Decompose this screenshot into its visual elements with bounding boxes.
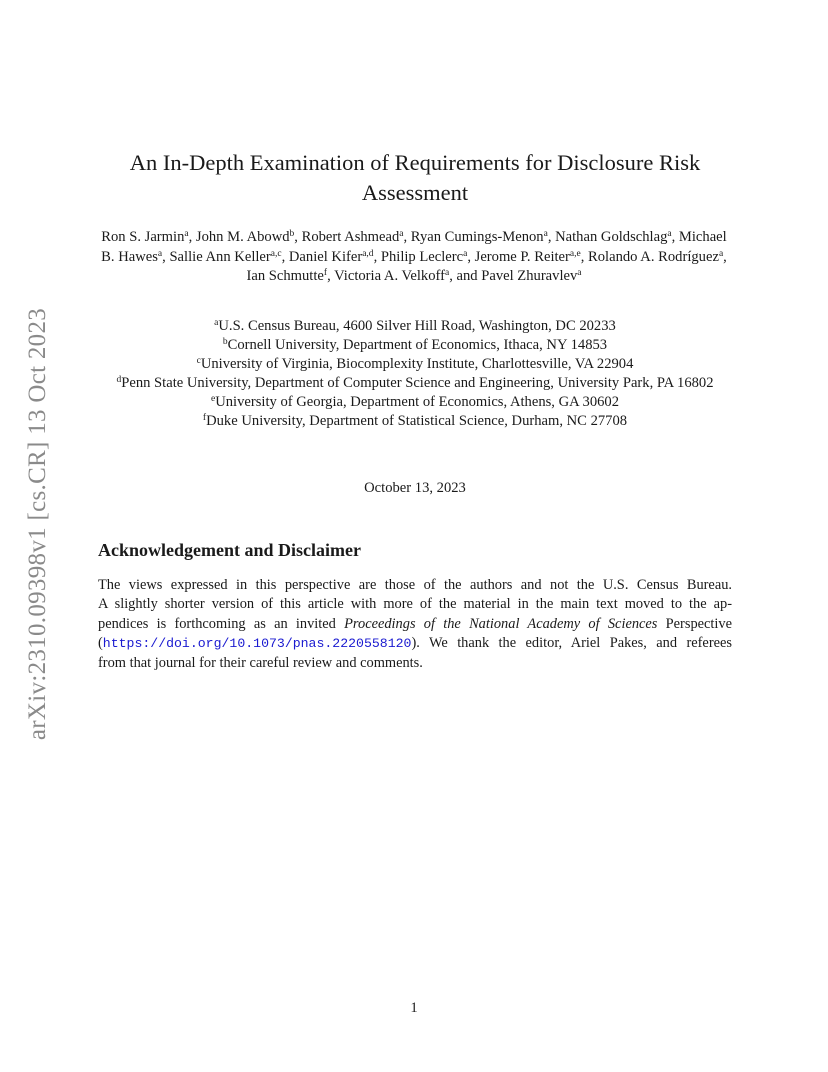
section-heading: Acknowledgement and Disclaimer xyxy=(98,540,361,560)
author xyxy=(411,229,548,245)
affiliation-text: University of Virginia, Biocomplexity Institute, Charlottesville, VA 22904 xyxy=(200,356,634,372)
author-name: Rolando A. Rodríguez xyxy=(588,248,719,265)
affiliation-mark: a xyxy=(157,248,163,259)
author-name: Philip Leclerc xyxy=(380,248,464,265)
author-name: Ian Schmutte xyxy=(246,268,324,284)
affiliation-mark: a xyxy=(399,229,404,239)
author xyxy=(588,249,723,265)
author-name: Daniel Kifer xyxy=(288,248,363,265)
affiliation-list xyxy=(100,317,730,431)
affiliation-mark: a xyxy=(577,268,582,278)
author xyxy=(289,249,374,265)
author-name: Jerome P. Reiter xyxy=(474,248,570,265)
text-run: pendices is forthcoming as an invited xyxy=(98,615,345,632)
affiliation-mark: b xyxy=(222,337,228,347)
paragraph-line: A slightly shorter version of this article with more of the material in the main text moved to the ap- xyxy=(98,596,732,613)
page-number: 1 xyxy=(410,1000,418,1016)
affiliation-mark: c xyxy=(196,356,201,366)
affiliation-mark: a xyxy=(718,248,724,259)
affiliation xyxy=(100,412,730,431)
author xyxy=(101,229,188,245)
acknowledgement-paragraph xyxy=(98,576,732,673)
doi-link[interactable]: https://doi.org/10.1073/pnas.2220558120 xyxy=(102,636,412,652)
affiliation xyxy=(100,393,730,412)
author xyxy=(334,268,449,284)
author xyxy=(481,268,581,284)
affiliation-text: Cornell University, Department of Economics, Ithaca, NY 14853 xyxy=(227,337,608,353)
publication-date: October 13, 2023 xyxy=(364,480,466,496)
affiliation xyxy=(100,374,730,393)
affiliation-mark: d xyxy=(116,375,122,385)
affiliation-mark: a xyxy=(214,318,219,328)
affiliation-mark: a xyxy=(463,248,468,259)
title-line: Assessment xyxy=(361,180,469,205)
author-name: John M. Abowd xyxy=(195,229,290,245)
author xyxy=(169,249,281,265)
author-name: Robert Ashmead xyxy=(301,229,400,245)
affiliation xyxy=(100,336,730,355)
affiliation-mark: f xyxy=(323,268,328,278)
paragraph-line xyxy=(98,615,732,634)
author xyxy=(196,229,294,245)
affiliation-mark: a,c xyxy=(270,248,282,259)
affiliation-mark: a xyxy=(184,229,189,239)
paragraph-line: from that journal for their careful review and comments. xyxy=(98,654,423,671)
affiliation-text: Duke University, Department of Statistical Science, Durham, NC 27708 xyxy=(206,413,628,429)
affiliation-mark: a xyxy=(444,268,450,278)
author xyxy=(555,229,671,245)
title-line: An In-Depth Examination of Requirements for Disclosure Risk xyxy=(129,150,701,175)
affiliation-text: U.S. Census Bureau, 4600 Silver Hill Road, Washington, DC 20233 xyxy=(218,318,616,334)
author xyxy=(381,249,467,265)
paragraph-line: The views expressed in this perspective are those of the authors and not the U.S. Census Bureau. xyxy=(98,577,732,593)
affiliation-mark: a xyxy=(543,229,548,239)
author xyxy=(246,268,327,284)
author-name: Michael B. Hawes xyxy=(101,229,727,265)
paper-title xyxy=(100,148,730,208)
author-name: Victoria A. Velkoff xyxy=(334,268,445,284)
text-run: Perspective xyxy=(657,615,732,632)
text-run: ( xyxy=(98,635,103,652)
affiliation-mark: a,d xyxy=(362,248,374,259)
affiliation xyxy=(100,355,730,374)
journal-name: Proceedings of the National Academy of Sciences xyxy=(344,615,658,632)
text-run: ). We thank the editor, Ariel Pakes, and referees xyxy=(411,635,732,652)
arxiv-stamp-text: arXiv:2310.09398v1 [cs.CR] 13 Oct 2023 xyxy=(24,307,51,741)
affiliation-mark: a xyxy=(667,229,672,239)
affiliation-mark: b xyxy=(289,229,295,239)
affiliation-text: Penn State University, Department of Computer Science and Engineering, University Park, PA 16802 xyxy=(121,375,714,391)
affiliation-text: University of Georgia, Department of Economics, Athens, GA 30602 xyxy=(215,394,620,410)
author-name: Sallie Ann Keller xyxy=(169,248,271,265)
paragraph-line xyxy=(98,634,732,653)
author-list: Ron S. Jarmin$^a$, John M. Abowd$^b$, Robert Ashmead$^a$, Ryan Cumings-Menon$^a$, Nathan Goldschlag$^a$, Michael B. Hawes$^a$, Sallie Ann Keller$^{a,c}$, Daniel Kifer$^{a,d}$, Philip Leclerc$^a$, Jerome P. Reiter$^{a,e}$, Rolando A. Rodríguez$^a$, Ian Schmutte$^f$, Victoria A. Velkoff$^a$, and Pavel Zhuravlev$^a$ xyxy=(101,229,727,284)
affiliation xyxy=(100,317,730,336)
author-name: Pavel Zhuravlev xyxy=(481,268,578,284)
author-name: Nathan Goldschlag xyxy=(555,229,668,245)
author xyxy=(302,229,404,245)
author-name: Ryan Cumings-Menon xyxy=(410,229,544,245)
author-name: Ron S. Jarmin xyxy=(101,229,185,245)
author xyxy=(475,249,581,265)
affiliation-mark: a,e xyxy=(569,248,581,259)
affiliation-mark: f xyxy=(202,413,207,423)
affiliation-mark: e xyxy=(210,394,216,404)
